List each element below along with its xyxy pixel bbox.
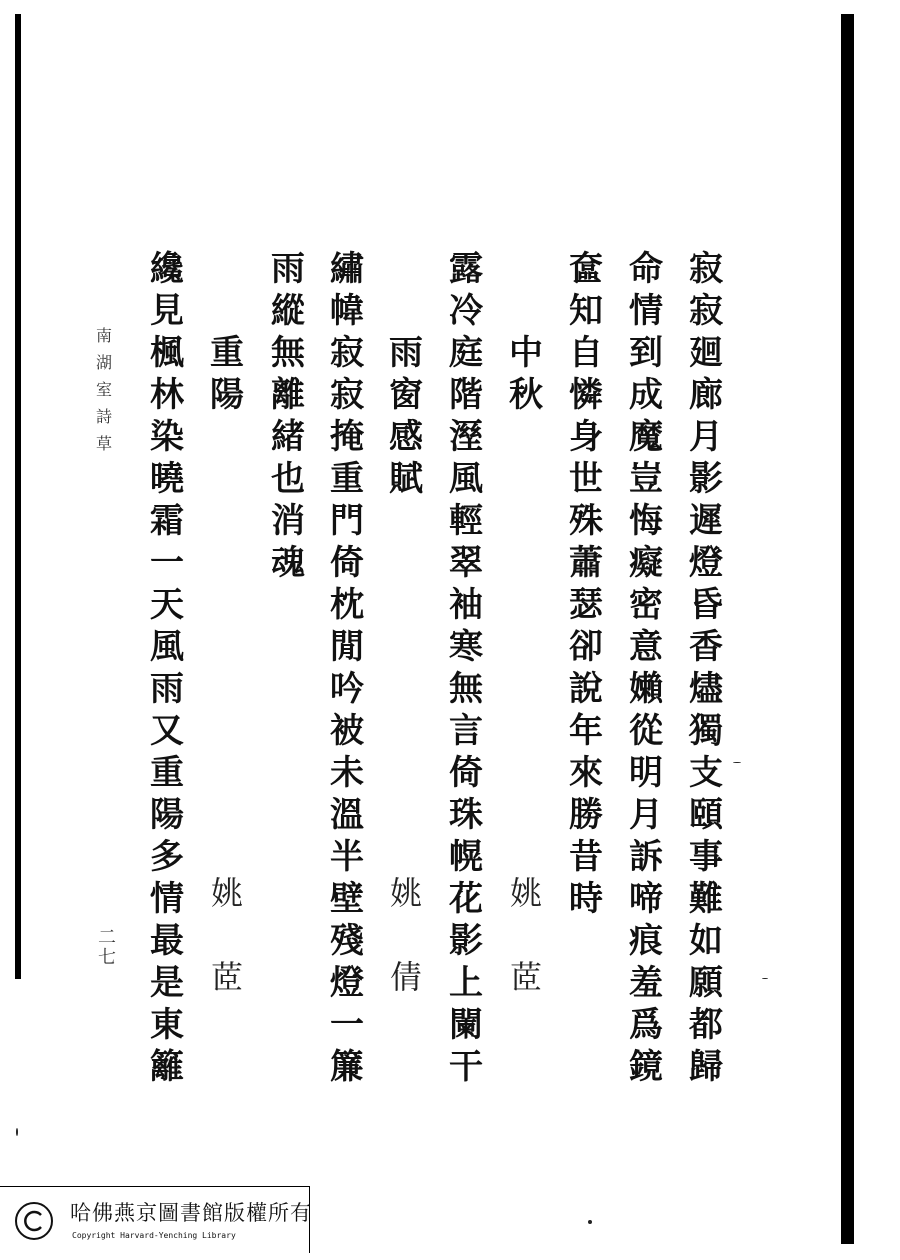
glyph: 訴 — [629, 837, 663, 877]
glyph: 重 — [150, 753, 184, 793]
glyph: 勝 — [569, 795, 603, 835]
glyph: 多 — [150, 837, 184, 877]
scan-speck — [762, 978, 768, 979]
glyph: 東 — [150, 1005, 184, 1045]
glyph: 半 — [330, 837, 364, 877]
glyph: 窗 — [389, 375, 423, 415]
glyph: 啼 — [629, 879, 663, 919]
glyph: 卻 — [569, 627, 603, 667]
glyph: 都 — [689, 1005, 723, 1045]
glyph: 無 — [271, 333, 305, 373]
glyph: 茝 — [210, 958, 243, 996]
glyph: 憐 — [569, 375, 603, 415]
glyph: 情 — [629, 291, 663, 331]
glyph: 簾 — [330, 1047, 364, 1087]
glyph: 一 — [330, 1005, 364, 1045]
glyph: 最 — [150, 921, 184, 961]
glyph: 嬾 — [629, 669, 663, 709]
glyph: 纔 — [150, 249, 184, 289]
glyph: 雨 — [150, 669, 184, 709]
glyph: 寂 — [330, 375, 364, 415]
margin-book-title — [92, 322, 116, 457]
glyph: 茝 — [509, 958, 542, 996]
glyph: 魂 — [271, 543, 305, 583]
glyph: 珠 — [449, 795, 483, 835]
glyph: 是 — [150, 963, 184, 1003]
glyph: 溫 — [330, 795, 364, 835]
glyph: 燼 — [689, 669, 723, 709]
poem-column — [442, 248, 490, 1088]
glyph: 蕭 — [569, 543, 603, 583]
glyph: 燈 — [330, 963, 364, 1003]
glyph: 昔 — [569, 837, 603, 877]
glyph: 賦 — [389, 459, 423, 499]
poem-column — [622, 248, 670, 1088]
glyph: 遲 — [689, 501, 723, 541]
glyph: 霜 — [150, 501, 184, 541]
poem-column — [562, 248, 610, 920]
author-name — [382, 872, 430, 1040]
glyph: 重 — [210, 333, 244, 373]
glyph: 曉 — [150, 459, 184, 499]
glyph: 離 — [271, 375, 305, 415]
glyph: 時 — [569, 879, 603, 919]
glyph: 一 — [150, 543, 184, 583]
glyph: 湖 — [95, 353, 112, 372]
poem-title — [502, 332, 550, 416]
glyph: 廊 — [689, 375, 723, 415]
glyph: 闌 — [449, 1005, 483, 1045]
glyph: 支 — [689, 753, 723, 793]
glyph: 幌 — [449, 837, 483, 877]
glyph: 溼 — [449, 417, 483, 457]
glyph: 明 — [629, 753, 663, 793]
glyph: 燈 — [689, 543, 723, 583]
glyph: 被 — [330, 711, 364, 751]
glyph: 翠 — [449, 543, 483, 583]
glyph: 自 — [569, 333, 603, 373]
glyph: 南 — [95, 326, 112, 345]
glyph: 命 — [629, 249, 663, 289]
glyph: 縱 — [271, 291, 305, 331]
poem-column — [323, 248, 371, 1088]
glyph: 露 — [449, 249, 483, 289]
glyph: 寒 — [449, 627, 483, 667]
author-name — [203, 872, 251, 1040]
glyph: 干 — [449, 1047, 483, 1087]
glyph: 二 — [98, 927, 116, 948]
glyph: 中 — [509, 333, 543, 373]
glyph: 花 — [449, 879, 483, 919]
glyph: 七 — [98, 947, 116, 968]
glyph: 秋 — [509, 375, 543, 415]
glyph: 輕 — [449, 501, 483, 541]
glyph: 階 — [449, 375, 483, 415]
glyph: 殊 — [569, 501, 603, 541]
glyph: 頤 — [689, 795, 723, 835]
glyph: 成 — [629, 375, 663, 415]
glyph: 意 — [629, 627, 663, 667]
glyph: 閒 — [330, 627, 364, 667]
glyph: 重 — [330, 459, 364, 499]
glyph: 從 — [629, 711, 663, 751]
glyph: 掩 — [330, 417, 364, 457]
glyph: 繡 — [330, 249, 364, 289]
glyph: 癡 — [629, 543, 663, 583]
glyph: 籬 — [150, 1047, 184, 1087]
glyph: 風 — [449, 459, 483, 499]
glyph: 倚 — [449, 753, 483, 793]
author-name — [502, 872, 550, 1040]
glyph: 寂 — [689, 249, 723, 289]
copyright-chinese-text: 哈佛燕京圖書館版權所有 — [70, 1201, 312, 1225]
glyph: 香 — [689, 627, 723, 667]
glyph: 庭 — [449, 333, 483, 373]
glyph: 倚 — [330, 543, 364, 583]
glyph: 袖 — [449, 585, 483, 625]
glyph: 幃 — [330, 291, 364, 331]
glyph: 枕 — [330, 585, 364, 625]
glyph: 爲 — [629, 1005, 663, 1045]
page-number — [95, 928, 119, 968]
glyph: 歸 — [689, 1047, 723, 1087]
glyph: 消 — [271, 501, 305, 541]
glyph: 言 — [449, 711, 483, 751]
glyph: 也 — [271, 459, 305, 499]
glyph: 未 — [330, 753, 364, 793]
glyph: 願 — [689, 963, 723, 1003]
copyright-english-text: Copyright Harvard-Yenching Library — [72, 1231, 236, 1240]
glyph: 如 — [689, 921, 723, 961]
glyph: 殘 — [330, 921, 364, 961]
glyph: 姚 — [210, 874, 243, 912]
glyph: 獨 — [689, 711, 723, 751]
glyph: 倩 — [389, 958, 422, 996]
glyph: 陽 — [150, 795, 184, 835]
glyph: 感 — [389, 417, 423, 457]
glyph: 壁 — [330, 879, 364, 919]
glyph: 情 — [150, 879, 184, 919]
glyph: 羞 — [629, 963, 663, 1003]
glyph: 陽 — [210, 375, 244, 415]
glyph: 月 — [689, 417, 723, 457]
glyph: 瑟 — [569, 585, 603, 625]
glyph: 月 — [629, 795, 663, 835]
glyph: 來 — [569, 753, 603, 793]
glyph: 風 — [150, 627, 184, 667]
glyph: 事 — [689, 837, 723, 877]
glyph: 悔 — [629, 501, 663, 541]
glyph: 草 — [95, 434, 112, 453]
glyph: 到 — [629, 333, 663, 373]
glyph: 寂 — [330, 333, 364, 373]
glyph: 上 — [449, 963, 483, 1003]
glyph: 姚 — [389, 874, 422, 912]
glyph: 姚 — [509, 874, 542, 912]
glyph: 雨 — [389, 333, 423, 373]
glyph: 見 — [150, 291, 184, 331]
glyph: 楓 — [150, 333, 184, 373]
glyph: 天 — [150, 585, 184, 625]
glyph: 痕 — [629, 921, 663, 961]
glyph: 身 — [569, 417, 603, 457]
glyph: 奩 — [569, 249, 603, 289]
glyph: 又 — [150, 711, 184, 751]
right-border-rule — [841, 14, 854, 1244]
glyph: 說 — [569, 669, 603, 709]
glyph: 知 — [569, 291, 603, 331]
glyph: 豈 — [629, 459, 663, 499]
glyph: 廻 — [689, 333, 723, 373]
poem-title — [382, 332, 430, 500]
glyph: 林 — [150, 375, 184, 415]
scan-speck — [16, 1128, 18, 1136]
glyph: 門 — [330, 501, 364, 541]
glyph: 吟 — [330, 669, 364, 709]
glyph: 室 — [95, 380, 112, 399]
glyph: 難 — [689, 879, 723, 919]
glyph: 冷 — [449, 291, 483, 331]
poem-title — [203, 332, 251, 416]
glyph: 密 — [629, 585, 663, 625]
glyph: 年 — [569, 711, 603, 751]
glyph: 魔 — [629, 417, 663, 457]
copyright-stamp — [0, 1186, 310, 1253]
poem-column — [264, 248, 312, 584]
glyph: 世 — [569, 459, 603, 499]
glyph: 昏 — [689, 585, 723, 625]
poem-column — [682, 248, 730, 1088]
glyph: 寂 — [689, 291, 723, 331]
glyph: 影 — [449, 921, 483, 961]
left-border-rule — [15, 14, 21, 979]
glyph: 影 — [689, 459, 723, 499]
poem-column — [143, 248, 191, 1088]
glyph: 染 — [150, 417, 184, 457]
copyright-icon — [14, 1201, 54, 1241]
glyph: 詩 — [95, 407, 112, 426]
glyph: 緒 — [271, 417, 305, 457]
glyph: 雨 — [271, 249, 305, 289]
scan-speck — [588, 1220, 592, 1224]
glyph: 鏡 — [629, 1047, 663, 1087]
glyph: 無 — [449, 669, 483, 709]
scan-speck — [733, 762, 741, 763]
